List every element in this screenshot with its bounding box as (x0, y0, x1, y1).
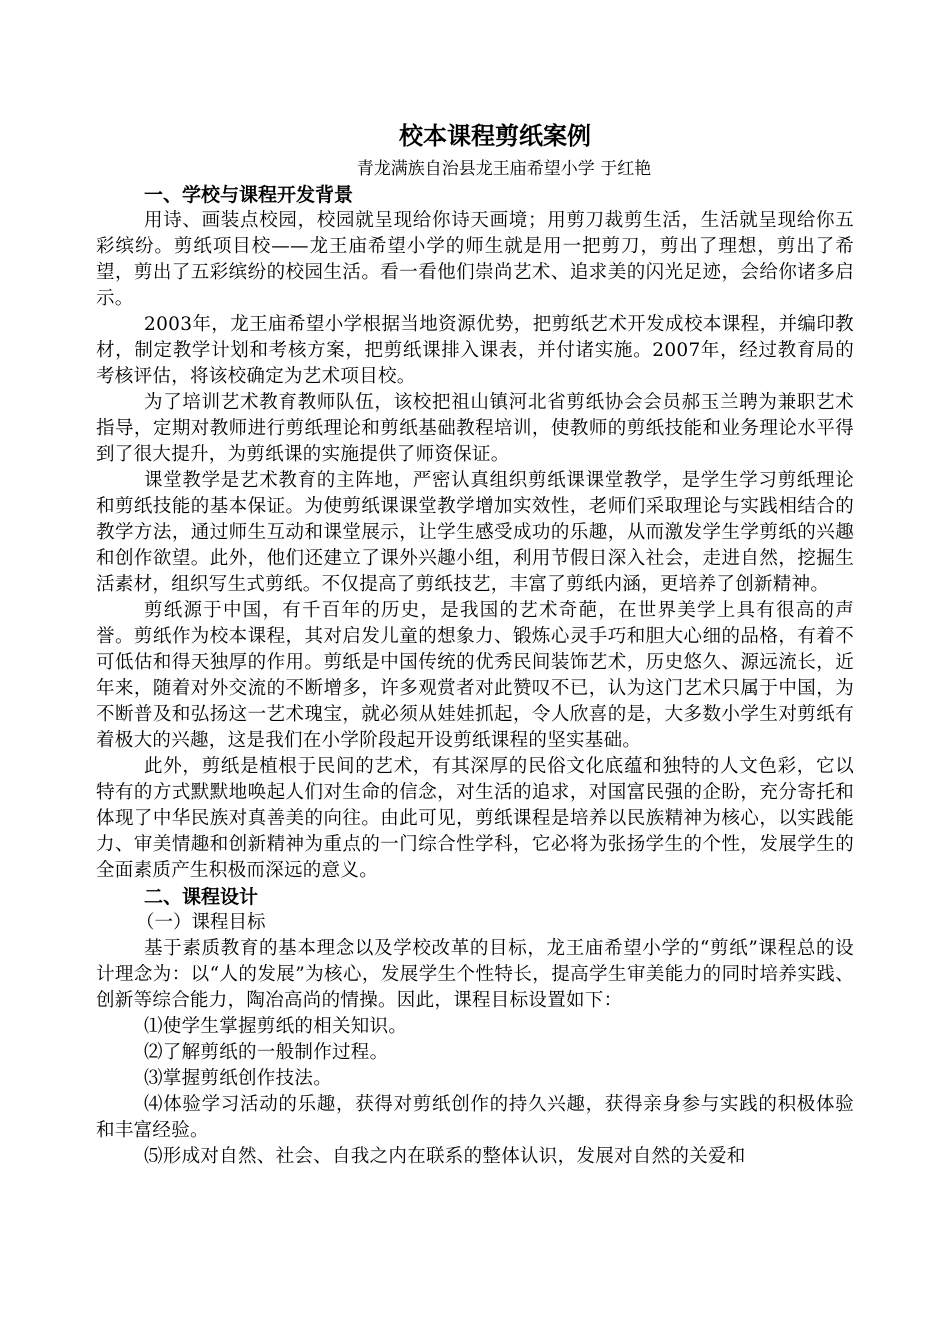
paragraph: 剪纸源于中国，有千百年的历史，是我国的艺术奇葩，在世界美学上具有很高的声誉。剪纸作为校本课程，其对启发儿童的想象力、锻炼心灵手巧和胆大心细的品格，有着不可低估和得天独厚的作用。剪纸是中国传统的优秀民间装饰艺术，历史悠久、源远流长，近年来，随着对外交流的不断增多，许多观赏者对此赞叹不已，认为这门艺术只属于中国，为不断普及和弘扬这一艺术瑰宝，就必须从娃娃抓起，令人欣喜的是，大多数小学生对剪纸有着极大的兴趣，这是我们在小学阶段起开设剪纸课程的坚实基础。 (96, 600, 854, 751)
paragraph: 此外，剪纸是植根于民间的艺术，有其深厚的民俗文化底蕴和独特的人文色彩，它以特有的方式默默地唤起人们对生命的信念，对生活的追求，对国富民强的企盼，充分寄托和体现了中华民族对真善美的向往。由此可见，剪纸课程是培养以民族精神为核心，以实践能力、审美情趣和创新精神为重点的一门综合性学科，它必将为张扬学生的个性，发展学生的全面素质产生积极而深远的意义。 (96, 756, 854, 881)
list-item: ⑷体验学习活动的乐趣，获得对剪纸创作的持久兴趣，获得亲身参与实践的积极体验和丰富经验。 (96, 1094, 854, 1141)
paragraph: 课堂教学是艺术教育的主阵地，严密认真组织剪纸课课堂教学，是学生学习剪纸理论和剪纸技能的基本保证。为使剪纸课课堂教学增加实效性，老师们采取理论与实践相结合的教学方法，通过师生互动和课堂展示，让学生感受成功的乐趣，从而激发学生学剪纸的兴趣和创作欲望。此外，他们还建立了课外兴趣小组，利用节假日深入社会，走进自然，挖掘生活素材，组织写生式剪纸。不仅提高了剪纸技艺，丰富了剪纸内涵，更培养了创新精神。 (96, 470, 854, 595)
section-heading-background: 一、学校与课程开发背景 (144, 184, 354, 206)
list-item: ⑴使学生掌握剪纸的相关知识。 (144, 1016, 408, 1037)
list-item: ⑸形成对自然、社会、自我之内在联系的整体认识，发展对自然的关爱和 (144, 1146, 746, 1167)
section-heading-course-design: 二、课程设计 (144, 886, 259, 908)
list-item: ⑵了解剪纸的一般制作过程。 (144, 1042, 389, 1063)
paragraph: 基于素质教育的基本理念以及学校改革的目标，龙王庙希望小学的“剪纸”课程总的设计理念为：以“人的发展”为核心，发展学生个性特长，提高学生审美能力的同时培养实践、创新等综合能力，陶冶高尚的情操。因此，课程目标设置如下： (96, 938, 854, 1011)
paragraph: 2003年，龙王庙希望小学根据当地资源优势，把剪纸艺术开发成校本课程，并编印教材，制定教学计划和考核方案，把剪纸课排入课表，并付诸实施。2007年，经过教育局的考核评估，将该校确定为艺术项目校。 (96, 314, 854, 387)
list-item: ⑶掌握剪纸创作技法。 (144, 1068, 333, 1089)
subsection-heading-goals: （一）课程目标 (136, 912, 266, 933)
document-title: 校本课程剪纸案例 (399, 122, 591, 150)
document-page (96, 118, 854, 1170)
paragraph: 用诗、画装点校园，校园就呈现给你诗天画境；用剪刀裁剪生活，生活就呈现给你五彩缤纷。剪纸项目校——龙王庙希望小学的师生就是用一把剪刀，剪出了理想，剪出了希望，剪出了五彩缤纷的校园生活。看一看他们崇尚艺术、追求美的闪光足迹，会给你诸多启示。 (96, 210, 854, 309)
author-line: 青龙满族自治县龙王庙希望小学 于红艳 (356, 159, 652, 179)
paragraph: 为了培训艺术教育教师队伍，该校把祖山镇河北省剪纸协会会员郝玉兰聘为兼职艺术指导，定期对教师进行剪纸理论和剪纸基础教程培训，使教师的剪纸技能和业务理论水平得到了很大提升，为剪纸课的实施提供了师资保证。 (96, 392, 854, 465)
